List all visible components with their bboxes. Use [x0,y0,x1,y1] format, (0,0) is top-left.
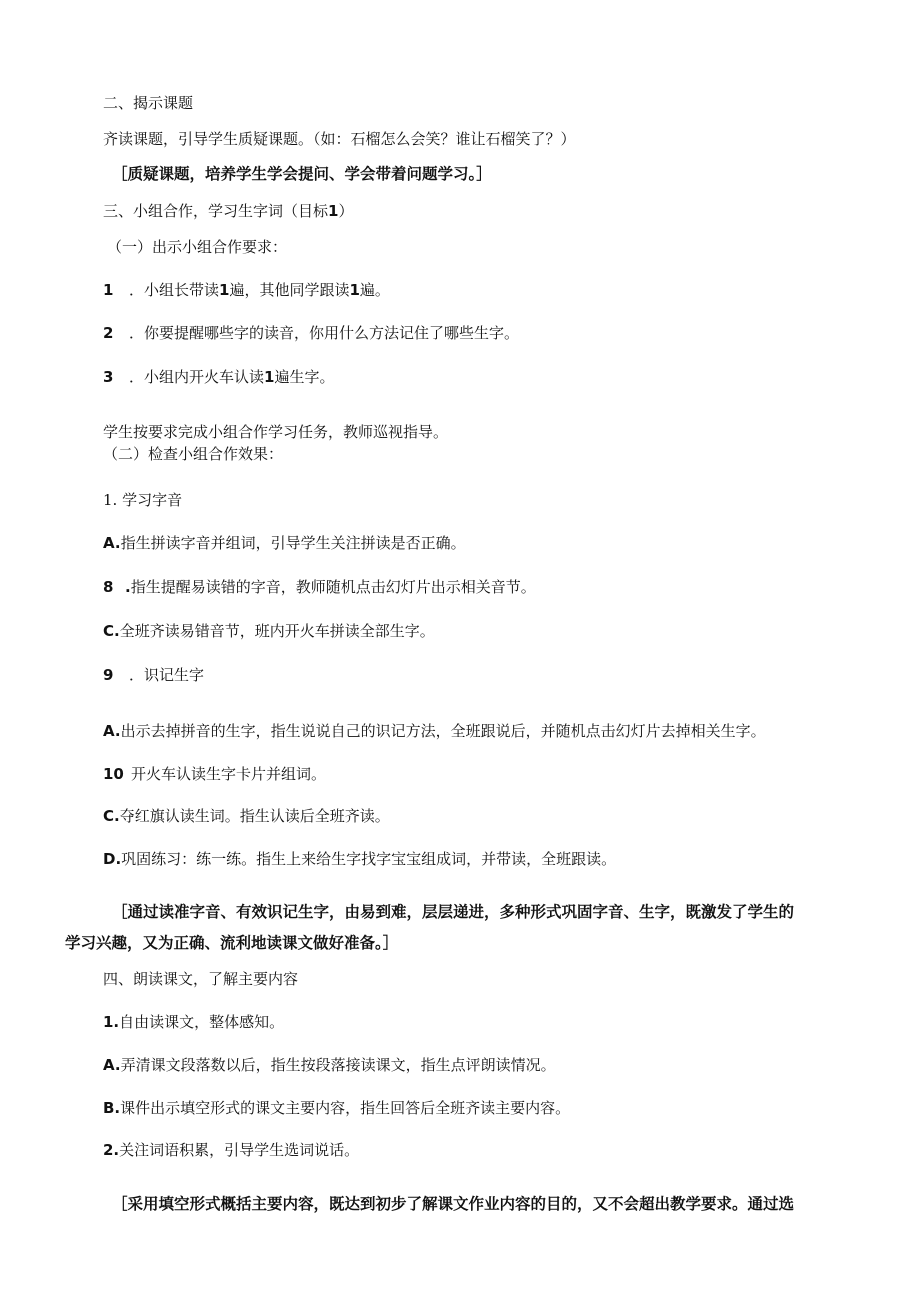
paragraph: 学生按要求完成小组合作学习任务，教师巡视指导。 [103,423,449,441]
list-item: A.出示去掉拼音的生字，指生说说自己的识记方法，全班跟说后，并随机点击幻灯片去掉相关生字。 [103,722,766,740]
section-heading-2: 二、揭示课题 [103,94,194,112]
list-item: A.指生拼读字音并组词，引导学生关注拼读是否正确。 [103,534,466,552]
list-item: A.弄清课文段落数以后，指生按段落接读课文，指生点评朗读情况。 [103,1056,556,1074]
teaching-note: 学习兴趣，又为正确、流利地读课文做好准备。］ [65,933,399,952]
subheading: 1. 学习字音 [103,491,183,509]
paragraph: 齐读课题，引导学生质疑课题。（如：石榴怎么会笑？谁让石榴笑了？） [103,130,576,148]
teaching-note: ［质疑课题，培养学生学会提问、学会带着问题学习。］ [112,164,492,183]
list-item: 3 ．小组内开火车认读1遍生字。 [103,368,335,386]
list-item: 2 ．你要提醒哪些字的读音，你用什么方法记住了哪些生字。 [103,324,520,342]
list-item: B.课件出示填空形式的课文主要内容，指生回答后全班齐读主要内容。 [103,1099,571,1117]
list-item: 1 ．小组长带读1遍，其他同学跟读1遍。 [103,281,390,299]
list-item: 8 .指生提醒易读错的字音，教师随机点击幻灯片出示相关音节。 [103,578,536,596]
list-item: D.巩固练习：练一练。指生上来给生字找字宝宝组成词，并带读，全班跟读。 [103,850,617,868]
list-item: C.夺红旗认读生词。指生认读后全班齐读。 [103,807,390,825]
list-item: C.全班齐读易错音节，班内开火车拼读全部生字。 [103,622,435,640]
list-item: 10 开火车认读生字卡片并组词。 [103,765,327,783]
subheading: 9 ．识记生字 [103,666,205,684]
list-item: 2.关注词语积累，引导学生选词说话。 [103,1141,360,1159]
teaching-note: ［通过读准字音、有效识记生字，由易到难，层层递进，多种形式巩固字音、生字，既激发了学生的 [112,902,795,921]
subheading: （二）检查小组合作效果： [103,445,284,463]
section-heading-3: 三、小组合作，学习生字词（目标1） [103,202,354,220]
teaching-note: ［采用填空形式概括主要内容，既达到初步了解课文作业内容的目的，又不会超出教学要求。通过选 [112,1194,795,1213]
section-heading-4: 四、朗读课文，了解主要内容 [103,970,299,988]
list-item: 1.自由读课文，整体感知。 [103,1013,285,1031]
subheading: （一）出示小组合作要求： [107,238,288,256]
